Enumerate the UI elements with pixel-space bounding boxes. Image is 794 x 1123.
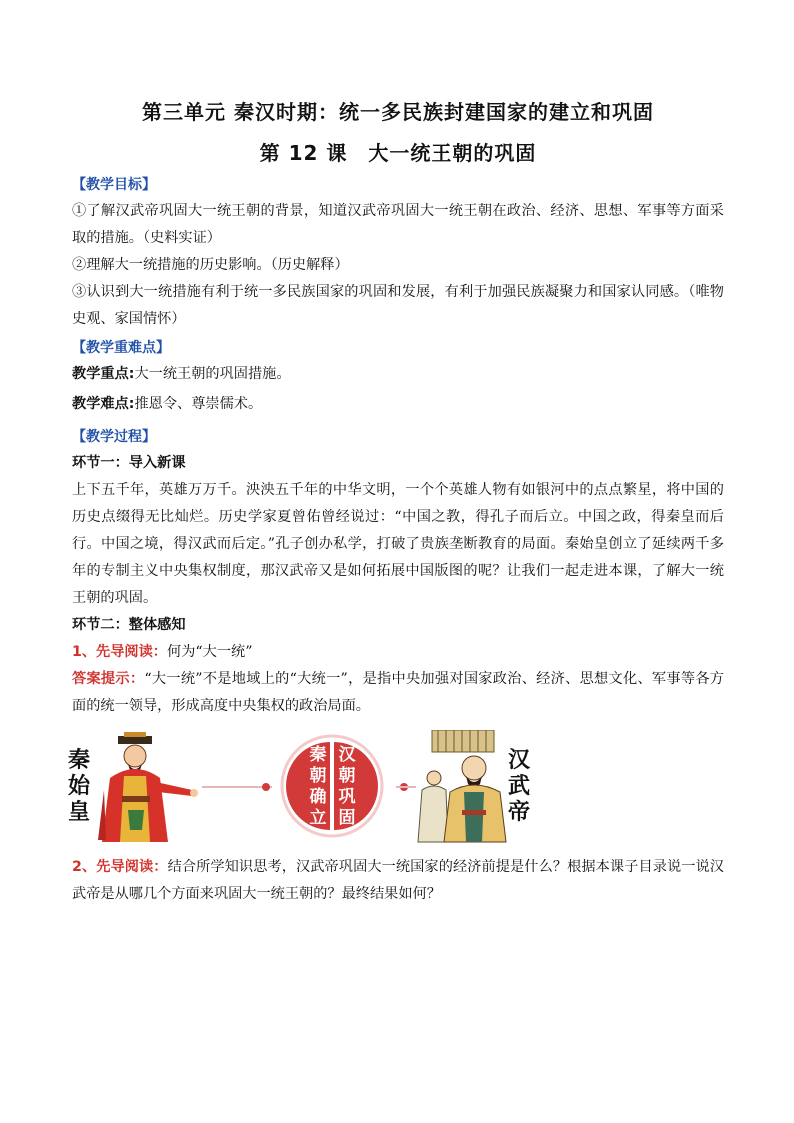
figure-right-label: 汉武帝	[507, 748, 530, 825]
objective-item-1: ①了解汉武帝巩固大一统王朝的背景，知道汉武帝巩固大一统王朝在政治、经济、思想、军事等方面采取的措施。（史料实证）	[72, 203, 724, 246]
question-2	[72, 854, 724, 908]
difficult-point-line	[72, 391, 724, 418]
circle-left-text: 秦朝确立	[309, 745, 327, 828]
circle-right-text: 汉朝巩固	[338, 745, 356, 828]
key-point-label: 教学重点:	[72, 366, 135, 382]
difficult-point-text: 推恩令、尊崇儒术。	[134, 396, 263, 412]
objective-item-2: ②理解大一统措施的历史影响。（历史解释）	[72, 257, 349, 273]
key-point-line	[72, 361, 724, 388]
key-points-heading: 【教学重难点】	[72, 340, 170, 356]
question-1-text: 何为“大一统”	[167, 644, 253, 660]
unit-title: 第三单元 秦汉时期：统一多民族封建国家的建立和巩固	[142, 100, 654, 124]
question-1-label: 1、先导阅读：	[72, 644, 167, 660]
key-point-text: 大一统王朝的巩固措施。	[134, 366, 291, 382]
step2-title: 环节二：整体感知	[72, 617, 186, 633]
dynasty-circle	[280, 734, 384, 838]
step1-text: 上下五千年，英雄万万千。泱泱五千年的中华文明，一个个英雄人物有如银河中的点点繁星，将中国的历史点缀得无比灿烂。历史学家夏曾佑曾经说过：“中国之教，得孔子而后立。中国之政，得秦皇而后行。中国之境，得汉武而后定。”孔子创办私学，打破了贵族垄断教育的局面。秦始皇创立了延续两千多年的专制主义中央集权制度，那汉武帝又是如何拓展中国版图的呢？让我们一起走进本课，了解大一统王朝的巩固。	[72, 482, 724, 606]
answer-1	[72, 666, 724, 720]
dynasty-circle-shape	[280, 734, 384, 838]
han-wudi-illustration	[412, 730, 508, 844]
qin-shihuang-illustration	[96, 730, 200, 844]
answer-1-label: 答案提示：	[72, 671, 145, 687]
lesson-title: 第 12 课 大一统王朝的巩固	[259, 141, 537, 165]
emperor-comparison-figure	[66, 730, 536, 844]
question-2-text: 结合所学知识思考，汉武帝巩固大一统国家的经济前提是什么？根据本课子目录说一说汉武帝是从哪几个方面来巩固大一统王朝的？最终结果如何？	[72, 859, 724, 902]
objective-item-3: ③认识到大一统措施有利于统一多民族国家的巩固和发展，有利于加强民族凝聚力和国家认同感。（唯物史观、家国情怀）	[72, 284, 724, 327]
figure-left-label: 秦始皇	[67, 748, 90, 825]
left-connector-dot	[262, 783, 270, 791]
step1-title: 环节一：导入新课	[72, 455, 186, 471]
objectives-heading: 【教学目标】	[72, 177, 156, 193]
document-page	[67, 96, 724, 908]
answer-1-text: “大一统”不是地域上的“大统一”，是指中央加强对国家政治、经济、思想文化、军事等各方面的统一领导，形成高度中央集权的政治局面。	[72, 671, 724, 714]
question-2-label: 2、先导阅读：	[72, 859, 168, 875]
process-heading: 【教学过程】	[72, 429, 156, 445]
question-1	[72, 639, 724, 666]
difficult-point-label: 教学难点:	[72, 396, 135, 412]
